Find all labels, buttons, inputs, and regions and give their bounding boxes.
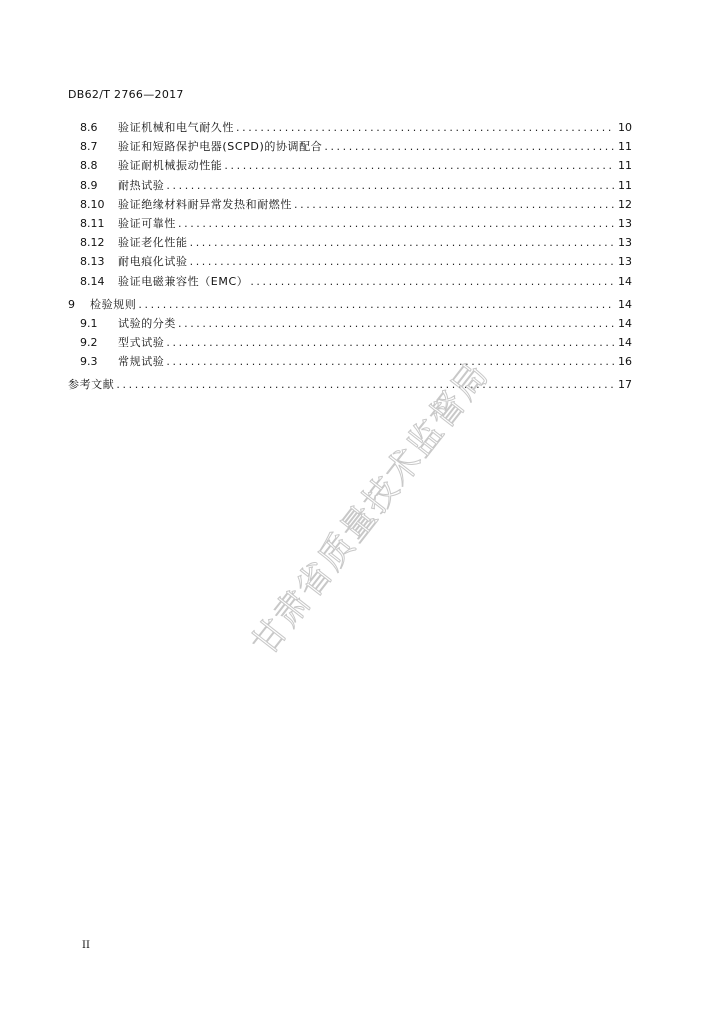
toc-entry-title: 耐热试验 <box>118 178 165 192</box>
toc-dot-leader <box>236 118 614 137</box>
toc-entry[interactable] <box>68 352 632 371</box>
toc-entry-number: 8.13 <box>80 255 105 269</box>
toc-entry[interactable] <box>68 118 632 137</box>
toc-entry-page: 14 <box>618 297 632 311</box>
toc-entry-page: 14 <box>618 316 632 330</box>
toc-entry-page: 13 <box>618 255 632 269</box>
toc-entry[interactable] <box>68 176 632 195</box>
toc-entry-number: 8.7 <box>80 140 98 154</box>
toc-entry[interactable] <box>68 195 632 214</box>
toc-dot-leader <box>116 375 614 394</box>
toc-entry-title: 耐电痕化试验 <box>118 255 188 269</box>
toc-dot-leader <box>138 295 614 314</box>
toc-entry-title: 验证电磁兼容性（EMC） <box>118 274 249 288</box>
toc-entry-page: 11 <box>618 140 632 154</box>
toc-entry-page: 17 <box>618 378 632 392</box>
toc-entry-title: 常规试验 <box>118 355 165 369</box>
toc-entry-number: 8.6 <box>80 121 98 134</box>
toc-entry[interactable] <box>68 333 632 352</box>
toc-entry[interactable] <box>68 272 632 291</box>
toc-entry-title: 型式试验 <box>118 336 165 350</box>
toc-entry-title: 验证可靠性 <box>118 216 176 230</box>
toc-entry-page: 14 <box>618 274 632 288</box>
table-of-contents <box>68 118 632 395</box>
toc-entry[interactable] <box>68 156 632 175</box>
toc-entry[interactable] <box>68 375 632 394</box>
toc-entry-page: 16 <box>618 355 632 369</box>
toc-entry[interactable] <box>68 314 632 333</box>
document-code: DB62/T 2766—2017 <box>68 88 184 101</box>
toc-dot-leader <box>190 252 614 271</box>
toc-entry-number: 9.1 <box>80 316 98 330</box>
toc-entry-title: 检验规则 <box>90 297 137 311</box>
toc-entry-title: 参考文献 <box>68 378 115 392</box>
toc-dot-leader <box>178 314 614 333</box>
toc-dot-leader <box>250 272 614 291</box>
toc-entry-title: 试验的分类 <box>118 316 176 330</box>
toc-dot-leader <box>166 333 614 352</box>
toc-dot-leader <box>294 195 614 214</box>
toc-entry-page: 11 <box>618 159 632 173</box>
toc-entry-number: 8.8 <box>80 159 98 173</box>
toc-entry-number: 8.10 <box>80 197 105 211</box>
toc-entry-page: 10 <box>618 121 632 134</box>
toc-entry-number: 9 <box>68 297 75 311</box>
toc-entry-page: 11 <box>618 178 632 192</box>
toc-entry-number: 8.14 <box>80 274 105 288</box>
toc-dot-leader <box>166 352 614 371</box>
toc-entry-page: 12 <box>618 197 632 211</box>
toc-dot-leader <box>324 137 614 156</box>
toc-entry[interactable] <box>68 295 632 314</box>
toc-entry-title: 验证老化性能 <box>118 236 188 250</box>
toc-entry[interactable] <box>68 214 632 233</box>
toc-dot-leader <box>178 214 614 233</box>
toc-entry-page: 13 <box>618 216 632 230</box>
toc-entry-number: 8.12 <box>80 236 105 250</box>
toc-entry-number: 8.9 <box>80 178 98 192</box>
toc-entry-title: 验证绝缘材料耐异常发热和耐燃性 <box>118 197 292 211</box>
toc-entry[interactable] <box>68 137 632 156</box>
toc-dot-leader <box>224 156 614 175</box>
toc-entry-title: 验证机械和电气耐久性 <box>118 121 234 134</box>
page-number: II <box>82 940 90 951</box>
toc-entry-title: 验证和短路保护电器(SCPD)的协调配合 <box>118 140 323 154</box>
toc-entry[interactable] <box>68 233 632 252</box>
toc-entry-number: 9.2 <box>80 336 98 350</box>
toc-dot-leader <box>166 176 614 195</box>
toc-entry-number: 9.3 <box>80 355 98 369</box>
toc-entry[interactable] <box>68 252 632 271</box>
toc-dot-leader <box>190 233 614 252</box>
toc-entry-title: 验证耐机械振动性能 <box>118 159 223 173</box>
watermark: 甘肃省质量技术监督局 <box>244 354 498 663</box>
toc-entry-page: 13 <box>618 236 632 250</box>
toc-entry-number: 8.11 <box>80 216 105 230</box>
toc-entry-page: 14 <box>618 336 632 350</box>
